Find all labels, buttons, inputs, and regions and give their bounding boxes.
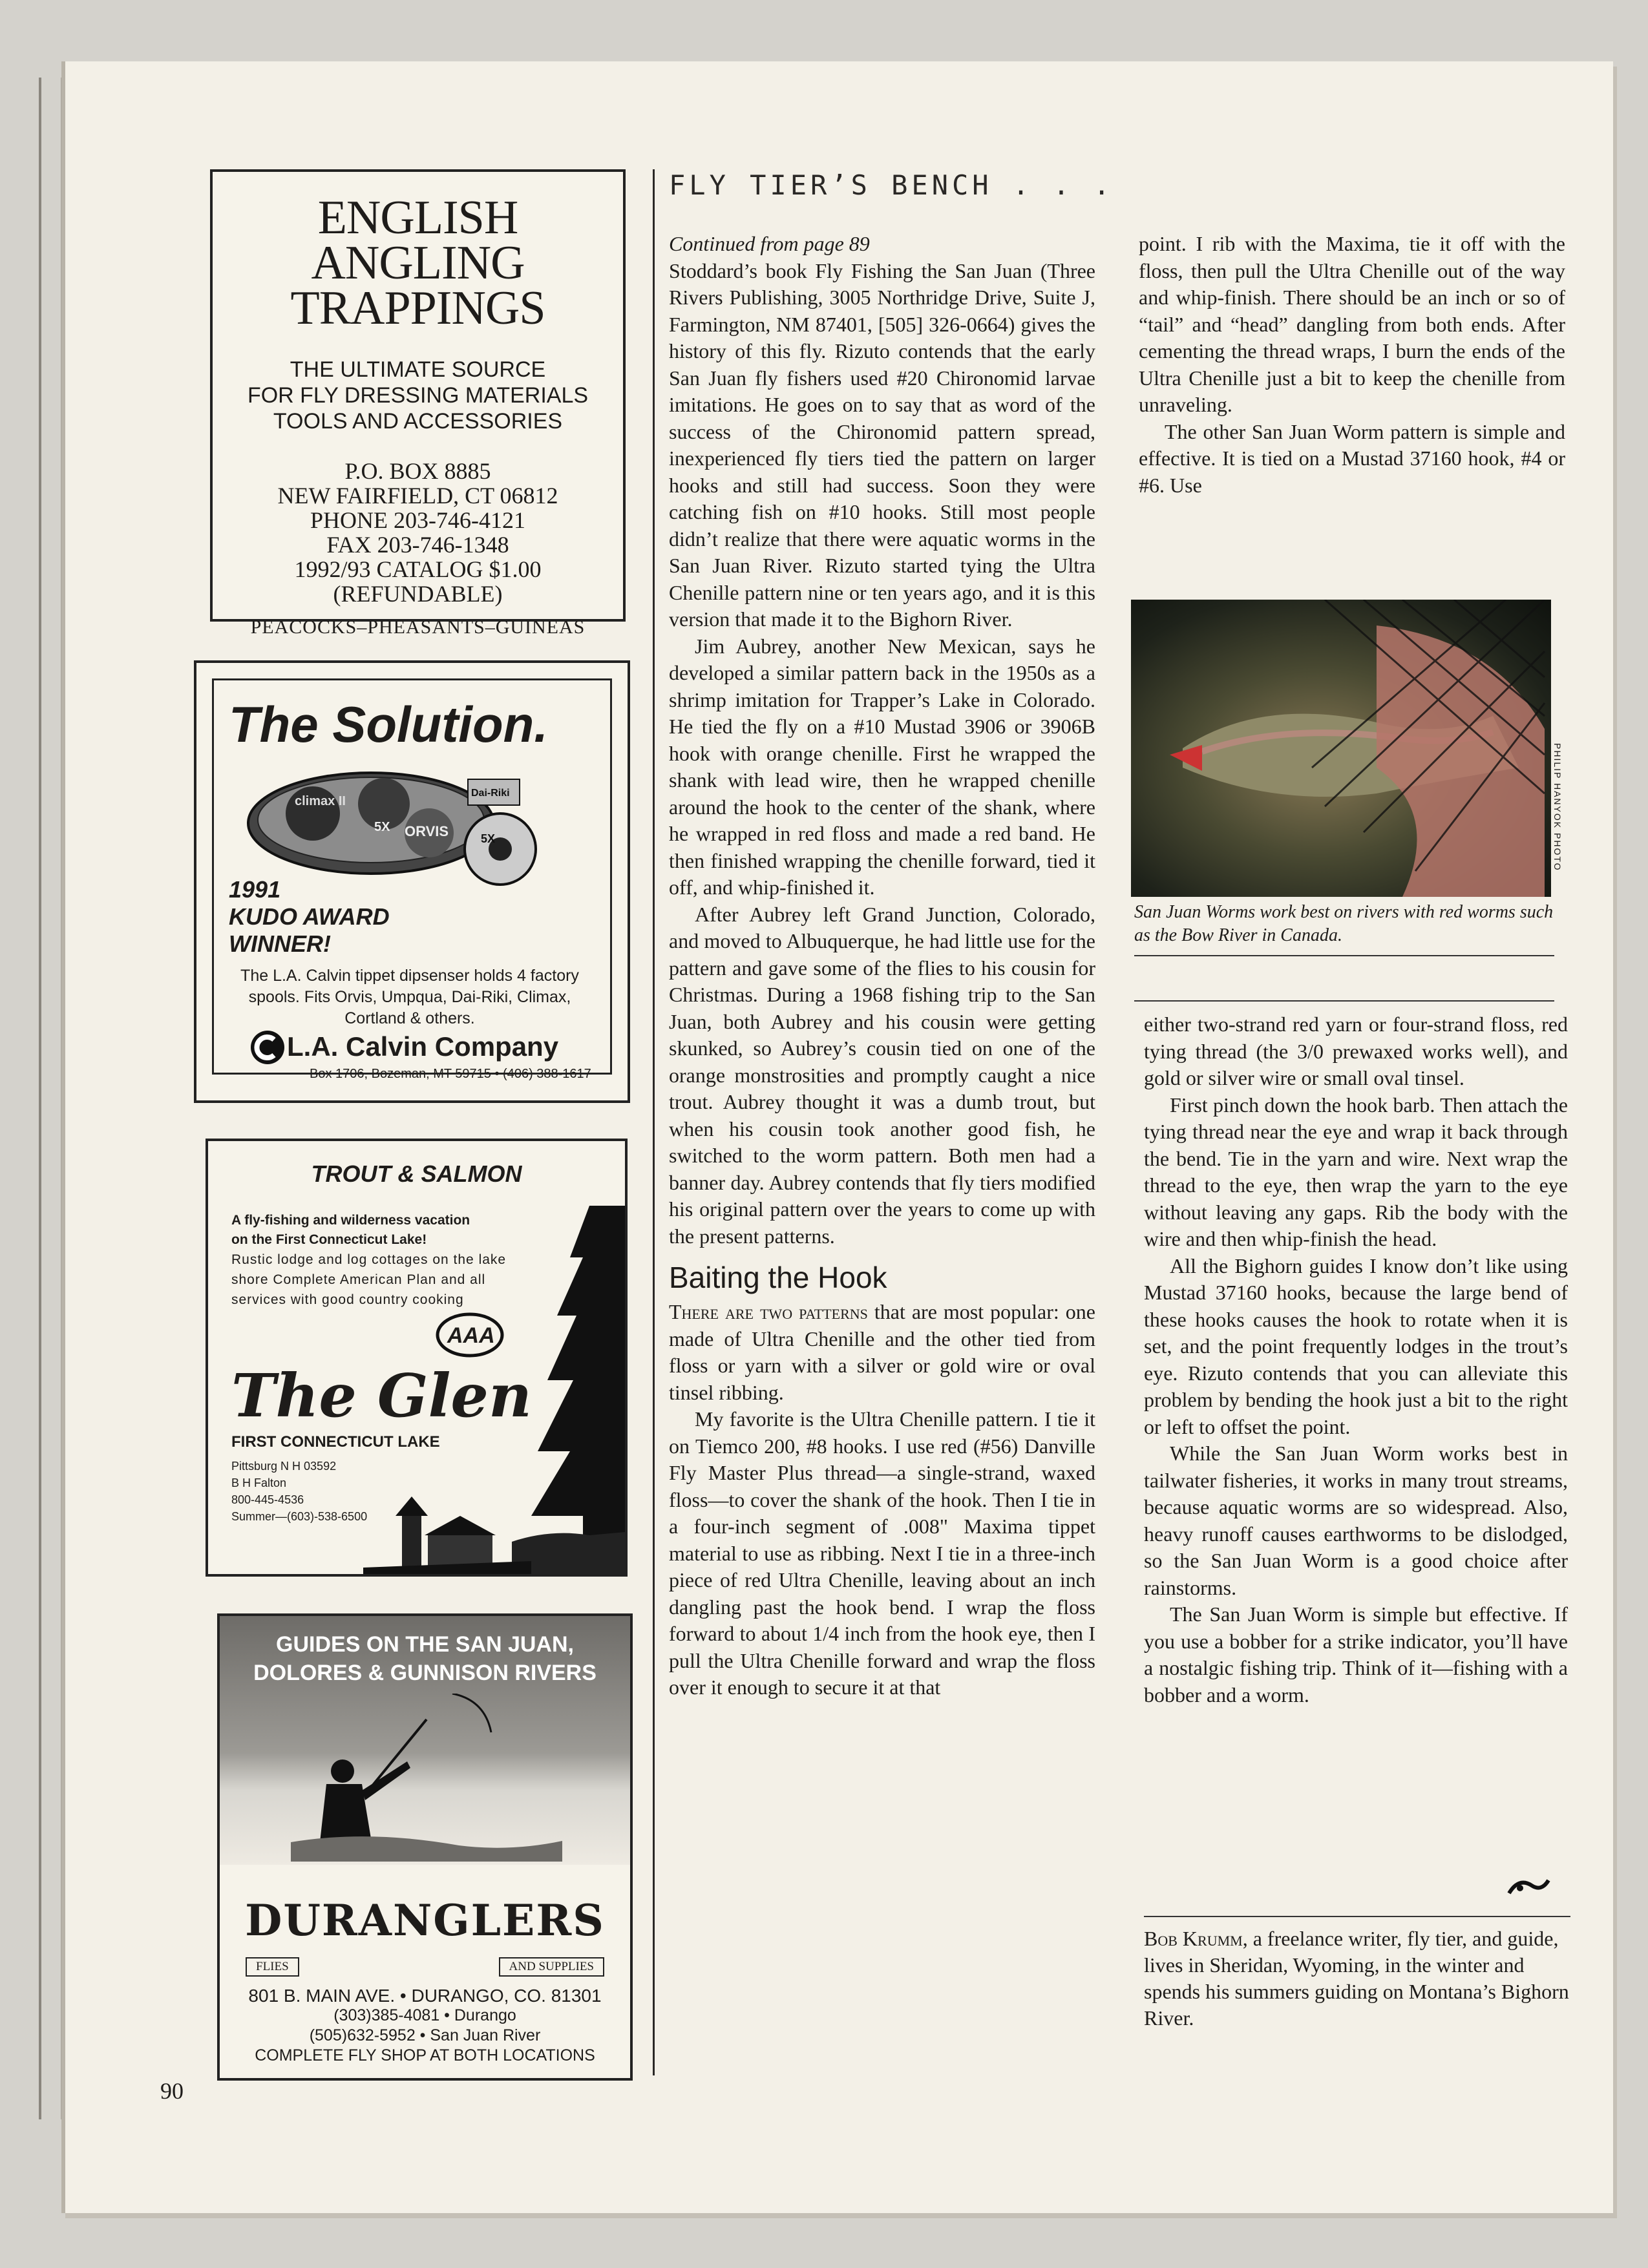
subheading: Baiting the Hook <box>669 1261 887 1294</box>
spool-size-label: 5X <box>374 820 390 834</box>
shop-address: 801 B. MAIN AVE. • DURANGO, CO. 81301 <box>248 1986 602 2006</box>
ad-the-solution <box>194 660 630 1103</box>
calvin-logo-icon <box>248 1028 287 1067</box>
bio-rule <box>1144 1916 1570 1917</box>
address-line: NEW FAIRFIELD, CT 06812 <box>277 483 558 509</box>
paragraph: Stoddard’s book Fly Fishing the San Juan (Three Rivers Publishing, 3005 Northridge Drive, Suite J, Farmington, NM 87401, [505] 326-0664) gives the history of this fly. Rizuto contends that the early San Juan fly fishers used #20 Chironomid larvae imitations. He goes on to say that as word of the success of the Chironomid pattern spread, inexperienced fly tiers tied the pattern on larger hooks and still had success. Soon they were catching fish on #10 hooks. Still most people didn’t realize that there were aquatic worms in the San Juan River. Rizuto started tying the Ultra Chenille pattern nine or ten years ago, and it is this version that made it to the Bighorn River. <box>669 258 1095 631</box>
contact-line: Summer—(603)-538-6500 <box>231 1510 368 1523</box>
caption-rule <box>1134 955 1554 956</box>
paragraph <box>669 1299 1095 1406</box>
ad-address <box>213 459 623 606</box>
author-bio <box>1144 1926 1570 2032</box>
headline-line: GUIDES ON THE SAN JUAN, <box>276 1632 574 1657</box>
photo-caption: San Juan Worms work best on rivers with red worms such as the Bow River in Canada. <box>1134 902 1554 945</box>
paragraph: either two-strand red yarn or four-strand floss, red tying thread (the 3/0 prewaxed works well), and gold or silver wire or small oval tinsel. <box>1144 1013 1568 1089</box>
address-line: P.O. BOX 8885 <box>344 458 491 484</box>
ad-the-glen <box>206 1139 628 1577</box>
trout-in-net-image <box>1131 600 1551 897</box>
article-column-1 <box>669 231 1095 1701</box>
lead-in: There are two patterns <box>669 1300 868 1323</box>
ad-headline: The Solution. <box>229 696 548 753</box>
paragraph: While the San Juan Worm works best in tailwater fisheries, it works in many trout streams, because aquatic worms are so widespread. Also, heavy runoff causes earthworms to be dislodged, so the San Juan Worm is a good choice after rainstorms. <box>1144 1442 1568 1599</box>
paragraph: My favorite is the Ultra Chenille pattern. I tie it on Tiemco 200, #8 hooks. I use red (#56) Danville Fly Master Plus thread—a single-strand, waxed floss—to cover the shank of the hook. Then I tie in a four-inch segment of .008" Maxima tippet material to use as ribbing. Next I tie in a three-inch piece of red Ultra Chenille, leaving about an inch dangling past the hook bend. I wrap the floss forward to about 1/4 inch from the hook eye, then I pull the Ultra Chenille forward and wrap the floss over it enough to secure it at that <box>669 1407 1095 1699</box>
shop-footer: COMPLETE FLY SHOP AT BOTH LOCATIONS <box>255 2046 595 2064</box>
shop-phone: (505)632-5952 • San Juan River <box>309 2026 541 2044</box>
resort-lake: FIRST CONNECTICUT LAKE <box>231 1433 440 1451</box>
award-year: 1991 <box>229 876 281 903</box>
page-number: 90 <box>160 2078 184 2104</box>
resort-name: The Glen <box>231 1361 532 1431</box>
caption-rule <box>1134 1000 1554 1002</box>
shop-info <box>220 1986 630 2066</box>
column-divider <box>653 169 655 2075</box>
company-address: Box 1706, Bozeman, MT 59715 • (406) 388-1617 <box>310 1067 591 1081</box>
product-label: ORVIS <box>405 823 449 839</box>
contact-line: B H Falton <box>231 1476 287 1489</box>
ad-header: TROUT & SALMON <box>311 1160 522 1187</box>
trout-photo <box>1131 600 1551 897</box>
paragraph: All the Bighorn guides I know don’t like using Mustad 37160 hooks, because the large bend of these hooks causes the hook to rotate when it is set, and the point frequently lodges in the trout’s eye. Rizuto contends that you can alleviate this problem by bending the hook just a bit to the right or left to offset the point. <box>1144 1254 1568 1438</box>
fax-line: FAX 203-746-1348 <box>326 532 509 558</box>
company-name: L.A. Calvin Company <box>287 1031 559 1062</box>
paragraph: The other San Juan Worm pattern is simple and effective. It is tied on a Mustad 37160 hook, #4 or #6. Use <box>1139 419 1565 497</box>
paragraph: Jim Aubrey, another New Mexican, says he developed a similar pattern back in the 1950s as a shrimp imitation for Trapper’s Lake in Colorado. He tied the fly on a #10 Mustad 3906 or 3906B hook with orange chenille. First he wrapped the shank with lead wire, then he wrapped chenille around the hook to the center of the shank, where he wrapped in red floss and made a red band. He then finished wrapping the chenille forward, tied it off, and whip-finished it. <box>669 634 1095 899</box>
product-label: climax II <box>295 794 346 808</box>
fly-fisherman-illustration <box>291 1694 562 1862</box>
photo-credit: PHILIP HANYOK PHOTO <box>1552 743 1563 872</box>
page-stack-edges <box>39 78 63 2119</box>
aaa-oval-icon <box>434 1309 505 1361</box>
phone-line: PHONE 203-746-4121 <box>310 507 525 533</box>
lodge-illustration <box>363 1490 531 1574</box>
award-name: KUDO AWARD <box>229 903 390 930</box>
ad-footer: PEACOCKS–PHEASANTS–GUINEAS <box>250 616 586 638</box>
headline-line: DOLORES & GUNNISON RIVERS <box>253 1661 597 1685</box>
bold-line: A fly-fishing and wilderness vacation <box>231 1213 470 1228</box>
bold-line: on the First Connecticut Lake! <box>231 1232 427 1247</box>
author-name: Bob Krumm <box>1144 1927 1243 1950</box>
catalog-line: 1992/93 CATALOG $1.00 <box>294 556 542 582</box>
logo-tagline <box>246 1957 604 1977</box>
paragraph: After Aubrey left Grand Junction, Colorado, and moved to Albuquerque, he had little use for the pattern and gave some of the flies to his cousin for Christmas. During a 1968 fishing trip to the San Juan, both Aubrey and his cousin were getting skunked, so Aubrey’s cousin tied on one of the orange monstrosities and promptly caught a nice trout. Aubrey thought it was a dumb trout, but when his cousin took another good fish, he switched to the worm pattern. Both men had a banner day. Aubrey contends that fly tiers modified his original pattern over the years to come up with the present patterns. <box>669 902 1095 1248</box>
paragraph: The San Juan Worm is simple but effective. If you use a bobber for a strike indicator, you’ll have a nostalgic fishing trip. Think of it—fishing with a bobber and a worm. <box>1144 1602 1568 1706</box>
ad-title: ENGLISH ANGLING TRAPPINGS <box>290 191 545 335</box>
aaa-label: AAA <box>447 1323 495 1348</box>
paragraph: First pinch down the hook barb. Then attach the tying thread near the eye and wrap it back through the bend. Tie in the yarn and wire. Next wrap the thread to the eye, then wrap the yarn to the eye without leaving any gaps. Rib the body with the wire and then whip-finish the head. <box>1144 1093 1568 1250</box>
ad-description: The L.A. Calvin tippet dipsenser holds 4 factory spools. Fits Orvis, Umpqua, Dai-Riki, Climax, Cortland & others. <box>240 967 579 1027</box>
article-column-2-bottom <box>1144 1011 1568 1708</box>
end-mark-icon <box>1506 1874 1551 1900</box>
ad-duranglers <box>217 1613 633 2081</box>
tagline-line: FOR FLY DRESSING MATERIALS <box>247 383 589 408</box>
section-title: FLY TIER’S BENCH . . . <box>669 169 1114 201</box>
tippet-dispenser-illustration <box>235 759 571 888</box>
spool-label: 5X <box>481 832 496 845</box>
bio-text: , a freelance writer, fly tier, and guide, lives in Sheridan, Wyoming, in the winter and spends his summers guiding on Montana’s Bighorn River. <box>1144 1927 1569 2030</box>
article-column-2-top <box>1139 231 1565 499</box>
tag-supplies: AND SUPPLIES <box>499 1957 604 1977</box>
continued-note: Continued from page 89 <box>669 232 870 255</box>
refund-line: (REFUNDABLE) <box>333 581 503 607</box>
ad-english-angling-trappings <box>210 169 626 638</box>
ad-bold-copy <box>231 1211 470 1250</box>
resort-contact <box>231 1458 367 1525</box>
paragraph: point. I rib with the Maxima, tie it off with the floss, then pull the Ultra Chenille out of the way and whip-finish. There should be an inch or so of “tail” and “head” dangling from both ends. After cementing the thread wraps, I burn the ends of the Ultra Chenille just a bit to keep the chenille from unraveling. <box>1139 232 1565 416</box>
paragraph-text: that are most popular: one made of Ultra Chenille and the other tied from floss or yarn with a silver or gold wire or oval tinsel ribbing. <box>669 1300 1095 1404</box>
tag-flies: FLIES <box>246 1957 299 1977</box>
product-label: Dai-Riki <box>471 788 510 799</box>
ad-tagline <box>213 357 623 434</box>
ad-body-copy: Rustic lodge and log cottages on the lake shore Complete American Plan and all services with good country cooking <box>231 1252 507 1307</box>
contact-line: 800-445-4536 <box>231 1493 304 1506</box>
award-winner: WINNER! <box>229 930 331 957</box>
award-text <box>229 876 390 958</box>
duranglers-logo: DURANGLERS <box>245 1895 605 1946</box>
shop-phone: (303)385-4081 • Durango <box>333 2006 516 2024</box>
tagline-line: THE ULTIMATE SOURCE <box>290 357 546 382</box>
aaa-badge <box>447 1323 495 1349</box>
tagline-line: TOOLS AND ACCESSORIES <box>273 409 563 434</box>
contact-line: Pittsburg N H 03592 <box>231 1460 337 1473</box>
ad-headline <box>220 1630 630 1687</box>
